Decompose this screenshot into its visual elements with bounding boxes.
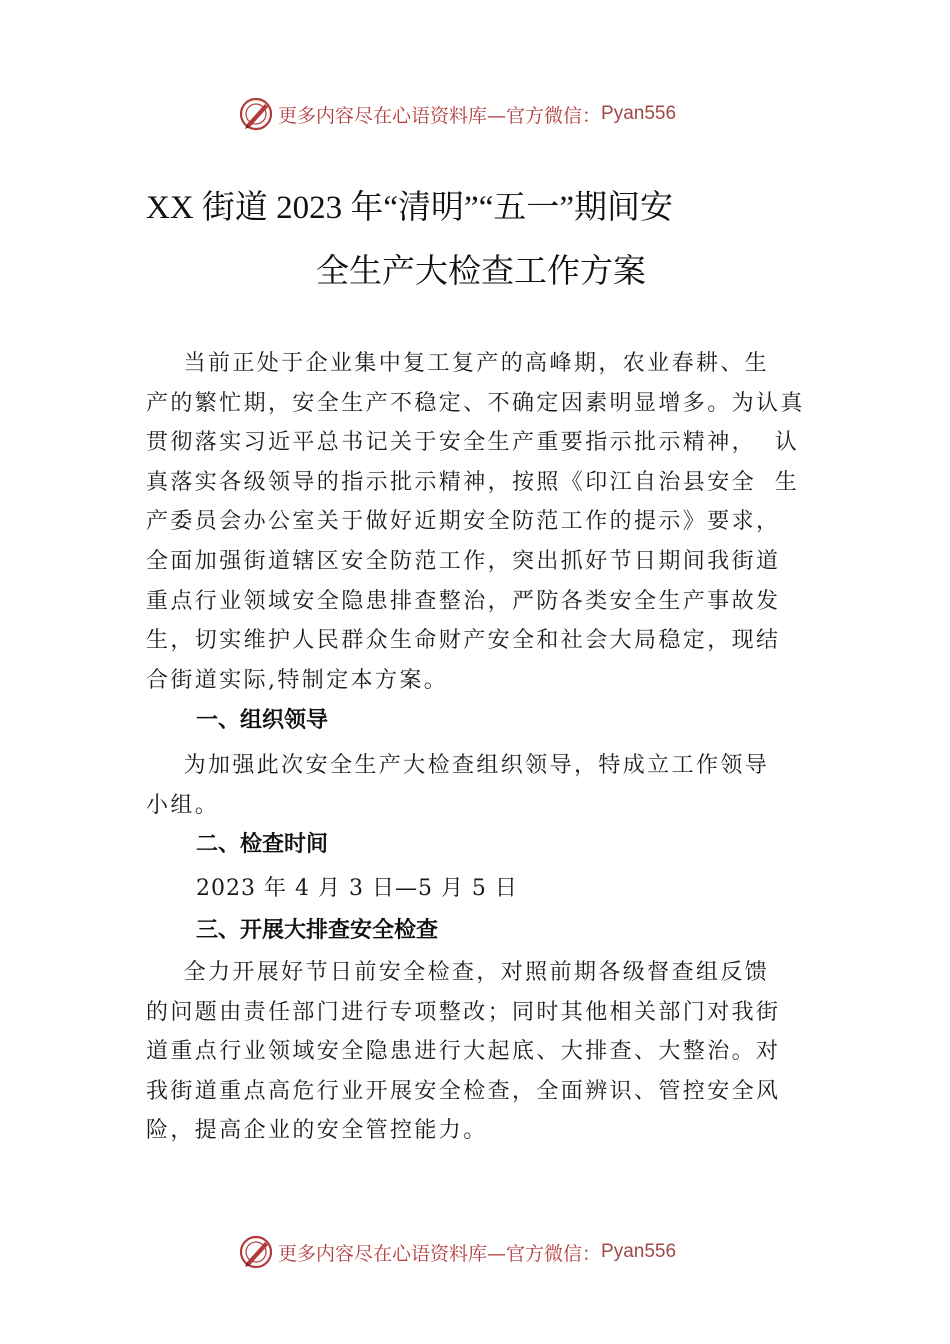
text-line: 合街道实际,特制定本方案。 [146,667,449,693]
text-line: 产的繁忙期，安全生产不稳定、不确定因素明显增多。为认真 [146,390,805,416]
pen-logo-icon [238,1234,274,1270]
section-heading-organization: 一、组织领导 [196,708,329,733]
text-line: 贯彻落实习近平总书记关于安全生产重要指示批示精神， 认 [146,430,800,456]
text-line: 全面加强街道辖区安全防范工作，突出抓好节日期间我街道 [146,548,781,574]
pen-logo-icon [238,96,274,132]
text-line: 真落实各级领导的指示批示精神，按照《印江自治县安全 生 [146,469,800,495]
inspection-date-range: 2023 年 4 月 3 日—5 月 5 日 [196,876,518,901]
document-title-line-1: XX 街道 2023 年“清明”“五一”期间安 [146,190,674,226]
section-heading-inspection-time: 二、检查时间 [196,832,329,857]
text-line: 重点行业领域安全隐患排查整治，严防各类安全生产事故发 [146,588,781,614]
watermark-text: 更多内容尽在心语资料库—官方微信： [278,1242,602,1265]
watermark-text: 更多内容尽在心语资料库—官方微信： [278,104,602,127]
text-line: 产委员会办公室关于做好近期安全防范工作的提示》要求， [146,509,781,535]
wechat-id: Pyan556 [601,103,677,124]
text-line: 险，提高企业的安全管控能力。 [146,1118,488,1144]
text-line: 为加强此次安全生产大检查组织领导，特成立工作领导 [146,753,770,778]
intro-paragraph [146,344,830,700]
text-line: 我街道重点高危行业开展安全检查，全面辨识、管控安全风 [146,1078,781,1104]
text-line: 全力开展好节日前安全检查，对照前期各级督查组反馈 [146,960,770,985]
footer-watermark [238,1232,758,1272]
wechat-id: Pyan556 [601,1241,677,1262]
section-heading-safety-inspection: 三、开展大排查安全检查 [196,918,439,943]
document-title-line-2: 全生产大检查工作方案 [316,254,646,290]
text-line: 生，切实维护人民群众生命财产安全和社会大局稳定，现结 [146,628,781,654]
header-watermark [238,94,758,134]
safety-inspection-paragraph [146,953,830,1151]
text-line: 当前正处于企业集中复工复产的高峰期，农业春耕、生 [146,351,770,376]
text-line: 道重点行业领域安全隐患进行大起底、大排查、大整治。对 [146,1039,781,1065]
organization-paragraph [146,746,830,825]
text-line: 的问题由责任部门进行专项整改；同时其他相关部门对我街 [146,999,781,1025]
text-line: 小组。 [146,792,220,818]
